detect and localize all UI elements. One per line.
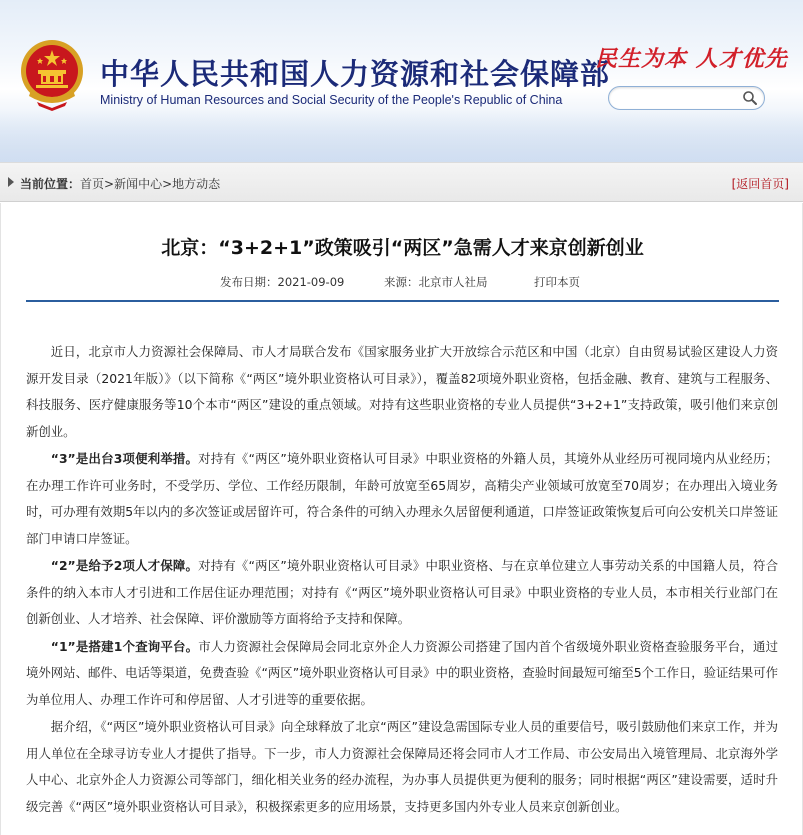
banner-glow: [0, 110, 803, 162]
title-divider: [26, 300, 779, 302]
source-label: 来源：: [384, 275, 419, 289]
ministry-title-cn: 中华人民共和国人力资源和社会保障部: [100, 57, 611, 91]
header-banner: [0, 0, 803, 162]
breadcrumb-separator: >: [162, 177, 173, 191]
search-box: [608, 86, 765, 110]
paragraph: [26, 634, 778, 714]
publish-date: [220, 274, 344, 290]
breadcrumb-local[interactable]: 地方动态: [172, 177, 221, 191]
date-label: 发布日期：: [220, 275, 278, 289]
paragraph-lead: “2”是给予2项人才保障。: [50, 558, 199, 573]
search-input[interactable]: [619, 90, 739, 106]
breadcrumb: [80, 175, 220, 192]
national-emblem-icon: [17, 38, 87, 112]
paragraph-text: 对持有《“两区”境外职业资格认可目录》中职业资格、与在京单位建立人事劳动关系的中国籍人员，符合条件的纳入本市人才引进和工作居住证办理范围；对持有《“两区”境外职业资格认可目录》中职业资格的专业人员，本市相关行业部门在创新创业、人才培养、社会保障、评价激励等方面将给予支持和保障。: [26, 558, 778, 626]
paragraph-text: 据介绍，《“两区”境外职业资格认可目录》向全球释放了北京“两区”建设急需国际专业人员的重要信号，吸引鼓励他们来京工作，并为用人单位在全球寻访专业人才提供了指导。下一步，市人力资源社会保障局还将会同市人才工作局、市公安局出入境管理局、北京海外学人中心、北京外企人力资源公司等部门，细化相关业务的经办流程，为办事人员提供更为便利的服务；同时根据“两区”建设需要，适时升级完善《“两区”境外职业资格认可目录》，积极探索更多的应用场景，支持更多国内外专业人员来京创新创业。: [26, 719, 778, 814]
location-label: 当前位置：: [20, 177, 81, 191]
source-value: 北京市人社局: [418, 275, 488, 289]
paragraph: [26, 714, 778, 820]
triangle-right-icon: [8, 177, 14, 187]
article-title: 北京：“3+2+1”政策吸引“两区”急需人才来京创新创业: [161, 237, 644, 259]
paragraph-text: 市人力资源社会保障局会同北京外企人力资源公司搭建了国内首个省级境外职业资格查验服务平台，通过境外网站、邮件、电话等渠道，免费查验《“两区”境外职业资格认可目录》中的职业资格，查验时间最短可缩至5个工作日，验证结果可作为单位用人、办理工作许可和停居留、人才引进等的重要依据。: [26, 638, 779, 707]
breadcrumb-news[interactable]: 新闻中心: [114, 177, 163, 191]
paragraph: [26, 446, 778, 552]
paragraph-text: 近日，北京市人力资源社会保障局、市人才局联合发布《国家服务业扩大开放综合示范区和中国（北京）自由贸易试验区建设人力资源开发目录（2021年版）》（以下简称《“两区”境外职业资格认可目录》），覆盖82项境外职业资格，包括金融、教育、建筑与工程服务、科技服务、医疗健康服务等10个本市“两区”建设的重点领域。对持有这些职业资格的专业人员提供“3+2+1”支持政策，吸引他们来京创新创业。: [26, 344, 778, 439]
paragraph-lead: “3”是出台3项便利举措。: [50, 451, 199, 466]
article-body: [26, 339, 778, 821]
paragraph-lead: “1”是搭建1个查询平台。: [50, 638, 199, 654]
article-container: [0, 203, 803, 835]
paragraph: [26, 339, 778, 445]
ministry-title-en: Ministry of Human Resources and Social Security of the People's Republic of China: [100, 93, 563, 107]
search-icon[interactable]: [742, 90, 758, 106]
date-value: 2021-09-09: [277, 275, 345, 289]
breadcrumb-separator: >: [104, 177, 115, 191]
breadcrumb-home[interactable]: 首页: [80, 177, 105, 191]
article-source: [384, 274, 488, 290]
location-bar: [0, 162, 803, 202]
paragraph-text: 对持有《“两区”境外职业资格认可目录》中职业资格的外籍人员，其境外从业经历可视同境内从业经历；在办理工作许可业务时，不受学历、学位、工作经历限制，年龄可放宽至65周岁，高精尖产业领域可放宽至70周岁；在办理出入境业务时，可办理有效期5年以内的多次签证或居留许可，符合条件的可纳入办理永久居留便利通道，口岸签证政策恢复后可向公安机关口岸签证部门申请口岸签证。: [26, 451, 778, 546]
print-link[interactable]: 打印本页: [534, 275, 580, 289]
slogan: 民生为本 人才优先: [595, 46, 788, 72]
paragraph: [26, 553, 778, 633]
back-home-link[interactable]: [返回首页]: [731, 177, 789, 191]
